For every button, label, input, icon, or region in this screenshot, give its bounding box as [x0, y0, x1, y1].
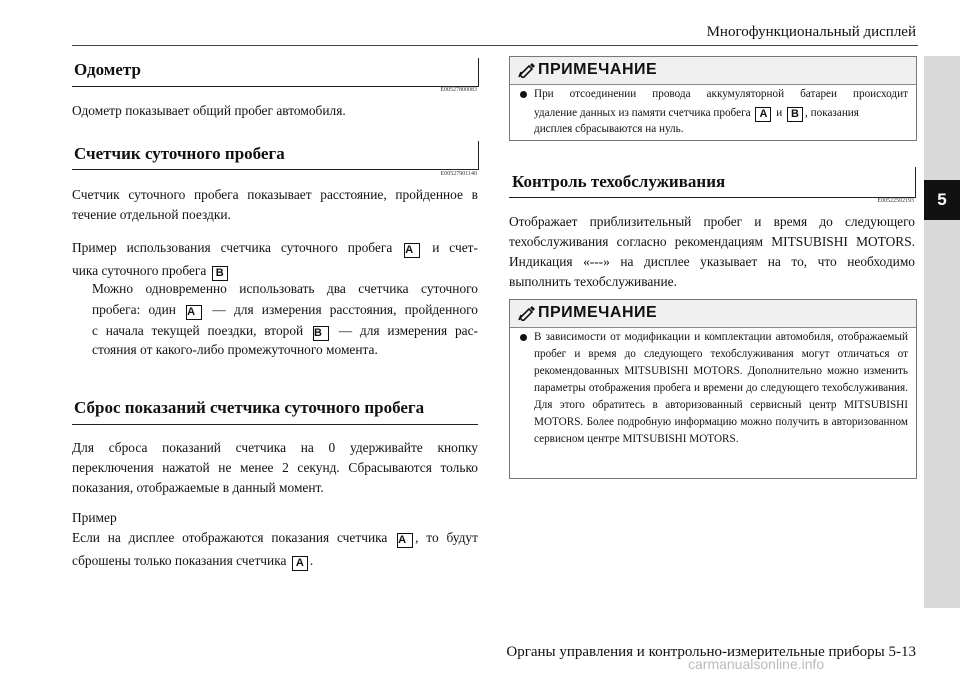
- indent-line-3: [92, 321, 478, 341]
- note1-text-2b: и: [776, 107, 783, 119]
- indent-text-3b: — для измерения рас-: [338, 323, 478, 338]
- note1-text-2a: удаление данных из памяти счетчика пробега: [534, 107, 751, 119]
- note-bullet: [520, 334, 527, 341]
- label-a-box: A: [292, 556, 308, 571]
- note1-text-2c: , показания: [805, 107, 859, 119]
- trip-code: E00527901140: [440, 171, 477, 177]
- label-a-box: A: [404, 243, 420, 258]
- odometer-code: E00527800083: [440, 87, 477, 93]
- note-pencil-icon: [518, 305, 536, 321]
- trip-example-text-2: и счет-: [432, 240, 478, 255]
- indent-text-3a: с начала текущей поездки, второй: [92, 323, 304, 338]
- header-rule: [72, 45, 918, 46]
- reset-example-line-1: [72, 528, 478, 548]
- indent-line-1: Можно одновременно использовать два счетчика суточного: [92, 281, 478, 296]
- reset-text: Для сброса показаний счетчика на 0 удерживайте кнопку переключения нажатой не менее 2 секунд. Сбрасываются только показания, отображаемые в данный момент.: [72, 440, 478, 495]
- page-footer: Органы управления и контрольно-измерительные приборы 5-13: [506, 644, 916, 660]
- watermark: carmanualsonline.info: [688, 656, 825, 672]
- note-label: ПРИМЕЧАНИЕ: [538, 61, 658, 78]
- chapter-side-tab: [924, 56, 960, 608]
- label-b-box: B: [313, 326, 329, 341]
- label-b-box: B: [212, 266, 228, 281]
- note-box-service: [509, 299, 917, 479]
- note-header: [510, 57, 916, 85]
- note1-line-1: При отсоединении провода аккумуляторной батареи происходит: [534, 88, 908, 100]
- odometer-title: Одометр: [74, 60, 141, 79]
- note-box-battery: [509, 56, 917, 141]
- note-bullet: [520, 91, 527, 98]
- reset-example-text-2end: .: [309, 553, 314, 568]
- label-a-box: A: [186, 305, 202, 320]
- note1-line-3: дисплея сбрасываются на нуль.: [534, 123, 684, 135]
- reset-example-text-1a: Если на дисплее отображаются показания счетчика: [72, 530, 388, 545]
- odometer-text: Одометр показывает общий пробег автомобиля.: [72, 103, 346, 118]
- note-header: [510, 300, 916, 328]
- trip-example-text-3: чика суточного пробега: [72, 263, 207, 278]
- trip-example-line-1: [72, 238, 478, 258]
- reset-example-line-2: [72, 551, 478, 571]
- trip-text: Счетчик суточного пробега показывает расстояние, пройденное в течение отдельной поездки.: [72, 187, 478, 222]
- trip-title: Счетчик суточного пробега: [74, 144, 285, 163]
- indent-line-2: [92, 300, 478, 320]
- reset-title: Сброс показаний счетчика суточного пробега: [74, 398, 425, 417]
- label-b-box: B: [787, 107, 803, 122]
- note-pencil-icon: [518, 62, 536, 78]
- note2-text: В зависимости от модификации и комплектации автомобиля, отображаемый пробег и время до следующего техобслуживания могут отличаться от рекомендованных MITSUBISHI MOTORS. Дополнительно можно изменить параметры отображения пробега и времени до следующего техобслуживания. Для этого обратитесь в авторизованный сервисный центр MITSUBISHI MOTORS. Более подробную информацию можно получить в авторизованном сервисном центре MITSUBISHI MOTORS.: [534, 331, 908, 445]
- chapter-number: 5: [924, 180, 960, 220]
- service-code: E00522502193: [877, 198, 914, 204]
- service-text: Отображает приблизительный пробег и время до следующего техобслуживания согласно рекомендациям MITSUBISHI MOTORS. Индикация «---» на дисплее указывает на то, что необходимо выполнить техобслуживание.: [509, 214, 915, 289]
- reset-example-text-1b: , то будут: [415, 530, 478, 545]
- page-header-title: Многофункциональный дисплей: [706, 24, 916, 40]
- trip-example-text: Пример использования счетчика суточного пробега: [72, 240, 393, 255]
- reset-example-text-2: сброшены только показания счетчика: [72, 553, 287, 568]
- label-a-box: A: [755, 107, 771, 122]
- indent-text-2a: пробега: один: [92, 302, 176, 317]
- indent-text-2b: — для измерения расстояния, пройденного: [212, 302, 478, 317]
- note1-line-2: [534, 105, 908, 122]
- trip-example-line-2: [72, 261, 478, 281]
- service-title: Контроль техобслуживания: [512, 172, 726, 191]
- indent-line-4: стояния от какого-либо промежуточного момента.: [92, 342, 378, 357]
- note-label: ПРИМЕЧАНИЕ: [538, 304, 658, 321]
- reset-example-label: Пример: [72, 510, 117, 525]
- label-a-box: A: [397, 533, 413, 548]
